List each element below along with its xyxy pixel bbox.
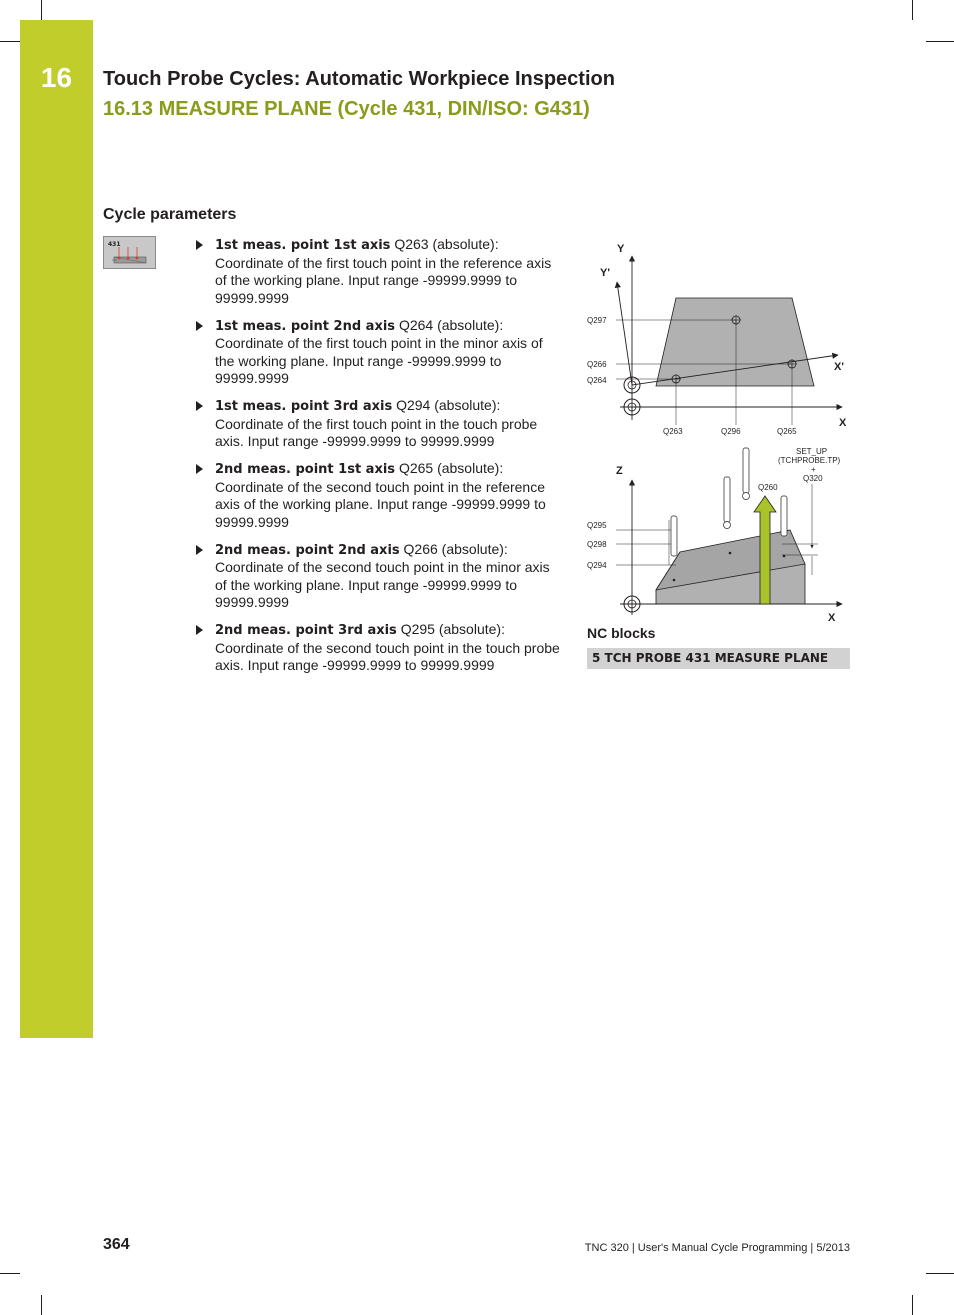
softkey-label: 431 [108,241,121,248]
crop-mark [912,0,913,20]
bullet-triangle-icon [196,625,203,635]
label-q265: Q265 [777,427,797,436]
param-qparam: Q265 (absolute): [398,460,504,476]
label-tchprobe: (TCHPROBE.TP) [778,456,841,465]
bullet-triangle-icon [196,321,203,331]
label-q260: Q260 [758,483,778,492]
label-z: Z [616,465,623,477]
probe-stylus-icon [743,448,749,493]
label-x: X [828,612,836,621]
param-name: 1st meas. point 2nd axis [215,318,396,334]
crop-mark [0,1273,20,1274]
bullet-triangle-icon [196,401,203,411]
label-q297: Q297 [587,316,607,325]
bullet-triangle-icon [196,240,203,250]
label-y-prime: Y' [600,267,610,279]
label-plus: + [811,465,816,474]
param-qparam: Q264 (absolute): [398,316,504,333]
label-q294: Q294 [587,561,607,570]
top-view-diagram [587,243,847,436]
label-y: Y [617,243,625,255]
param-qparam: Q266 (absolute): [403,540,508,557]
nc-block-line: 5 TCH PROBE 431 MEASURE PLANE [592,651,829,665]
param-q265 [196,460,561,531]
label-q264: Q264 [587,376,607,385]
y-prime-axis [617,282,632,385]
section-heading: 16.13 MEASURE PLANE (Cycle 431, DIN/ISO: G431) [103,98,590,120]
label-q320: Q320 [803,474,823,483]
crop-mark [41,1295,42,1315]
probe-stylus-icon [781,496,787,536]
param-name: 2nd meas. point 2nd axis [215,542,400,558]
cycle-softkey-icon [103,236,156,269]
label-q296: Q296 [721,427,741,436]
nc-block-box [587,648,850,669]
workpiece-top [656,298,814,386]
nc-blocks-heading: NC blocks [587,625,656,641]
param-name: 2nd meas. point 3rd axis [215,623,397,638]
param-description: Coordinate of the first touch point in the touch probe axis. Input range -99999.9999 to 99999.9999 [215,415,538,449]
param-qparam: Q294 (absolute): [396,397,501,413]
param-q295 [196,621,561,675]
param-q263 [196,236,561,307]
label-setup: SET_UP [796,447,828,456]
param-q264 [196,317,561,388]
crop-mark [926,41,954,42]
crop-mark [926,1273,954,1274]
bullet-triangle-icon [196,464,203,474]
parameter-list [196,236,561,684]
param-name: 1st meas. point 3rd axis [215,399,393,414]
section-title: Cycle parameters [103,206,237,223]
param-q266 [196,541,561,612]
label-x: X [839,417,847,429]
param-qparam: Q263 (absolute): [394,236,499,252]
param-description: Coordinate of the second touch point in the minor axis of the working plane. Input range -99999.9999 to 99999.9999 [215,559,550,610]
page-number: 364 [103,1236,130,1253]
side-view-diagram [587,447,842,621]
chapter-number: 16 [40,62,73,93]
param-q294 [196,397,561,451]
crop-mark [0,41,20,42]
probe-stylus-icon [671,516,677,556]
param-name: 2nd meas. point 1st axis [215,462,396,477]
bullet-triangle-icon [196,545,203,555]
label-x-prime: X' [834,361,844,373]
cycle-figures [584,236,854,621]
label-q295: Q295 [587,521,607,530]
chapter-sidebar [20,20,93,1038]
param-description: Coordinate of the first touch point in the minor axis of the working plane. Input range -99999.9999 to 99999.9999 [215,335,543,386]
chapter-title: Touch Probe Cycles: Automatic Workpiece Inspection [103,68,615,90]
label-q263: Q263 [663,427,683,436]
label-q298: Q298 [587,540,607,549]
param-name: 1st meas. point 1st axis [215,238,391,253]
param-description: Coordinate of the second touch point in the touch probe axis. Input range -99999.9999 to 99999.9999 [215,639,560,673]
param-qparam: Q295 (absolute): [400,621,505,637]
param-description: Coordinate of the second touch point in the reference axis of the working plane. Input range -99999.9999 to 99999.9999 [215,478,546,530]
label-q266: Q266 [587,360,607,369]
probe-stylus-icon [724,477,730,522]
crop-mark [41,0,42,20]
param-description: Coordinate of the first touch point in the reference axis of the working plane. Input range -99999.9999 to 99999.9999 [215,254,552,306]
footer-text: TNC 320 | User's Manual Cycle Programming | 5/2013 [584,1242,850,1254]
crop-mark [912,1295,913,1315]
